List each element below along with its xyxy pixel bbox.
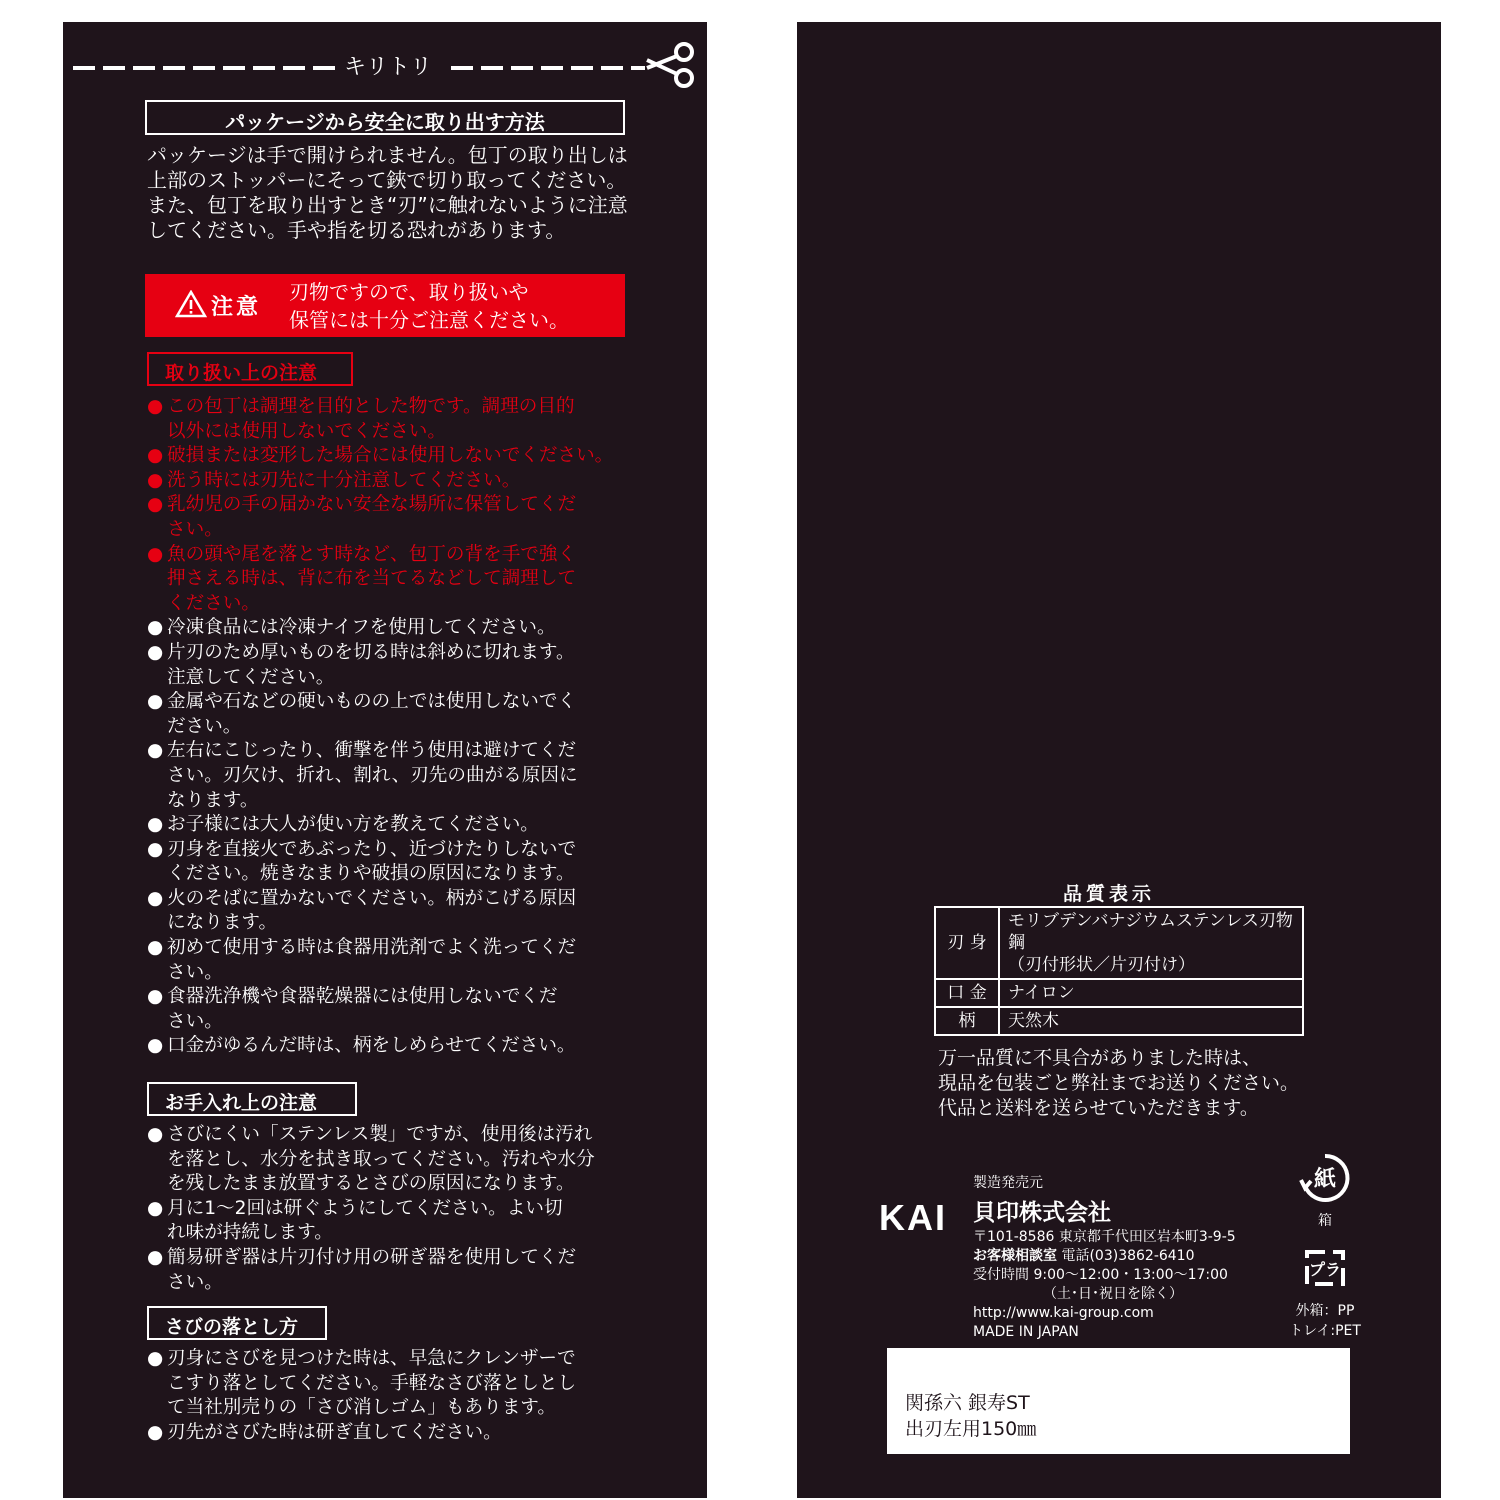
list-item: ● 刃身にさびを見つけた時は、早急にクレンザーで こすり落としてください。手軽なさび落としとし て当社別売りの「さび消しゴム」もあります。 [147, 1347, 576, 1421]
holidays: （土･日･祝日を除く） [1043, 1286, 1183, 1302]
list-item: ● 初めて使用する時は食器用洗剤でよく洗ってくだ さい。 [147, 936, 613, 985]
text-line: パッケージは手で開けられません。包丁の取り出しは [147, 143, 628, 167]
quality-key: 刃 身 [935, 907, 999, 979]
scissors-icon [643, 40, 697, 90]
list-item: ● 金属や石などの硬いものの上では使用しないでく ださい。 [147, 690, 613, 739]
quality-value: ナイロン [999, 979, 1303, 1007]
product-info-panel [797, 22, 1441, 1498]
quality-key: 口 金 [935, 979, 999, 1007]
open-section-heading: パッケージから安全に取り出す方法 [145, 100, 625, 135]
rust-list [147, 1347, 576, 1445]
product-model: 出刃左用150㎜ [905, 1418, 1037, 1440]
list-item: ● 食器洗浄機や食器乾燥器には使用しないでくだ さい。 [147, 985, 613, 1034]
list-item: ● 洗う時には刃先に十分注意してください。 [147, 469, 613, 494]
paper-recycle-icon [1297, 1150, 1353, 1206]
care-heading: お手入れ上の注意 [147, 1082, 357, 1116]
address: 〒101-8586 東京都千代田区岩本町3-9-5 [973, 1229, 1236, 1245]
warning-icon [175, 290, 207, 318]
list-item: ● 魚の頭や尾を落とす時など、包丁の背を手で強く 押さえる時は、背に布を当てるなどして調理して ください。 [147, 543, 613, 617]
list-item: ● 火のそばに置かないでください。柄がこげる原因 になります。 [147, 887, 613, 936]
caution-text: 刃物ですので、取り扱いや 保管には十分ご注意ください。 [289, 280, 569, 332]
list-item: ● お子様には大人が使い方を教えてください。 [147, 813, 613, 838]
table-row [935, 979, 1303, 1007]
svg-text:紙: 紙 [1313, 1167, 1337, 1192]
list-item: ● 破損または変形した場合には使用しないでください。 [147, 444, 613, 469]
table-row [935, 1007, 1303, 1035]
list-item: ● 口金がゆるんだ時は、柄をしめらせてください。 [147, 1034, 613, 1059]
quality-title: 品質表示 [1063, 883, 1156, 905]
list-item: ● 左右にこじったり、衝撃を伴う使用は避けてくだ さい。刃欠け、折れ、割れ、刃先の曲がる原因に なります。 [147, 739, 613, 813]
text-line: また、包丁を取り出すとき“刃”に触れないように注意 [147, 193, 628, 217]
svg-text:KAI: KAI [879, 1200, 947, 1234]
product-series: 関孫六 銀寿ST [905, 1392, 1030, 1414]
quality-notice: 万一品質に不具合がありました時は、 現品を包装ごと弊社までお送りください。 代品と送料を送らせていただきます。 [938, 1047, 1300, 1119]
list-item: ● さびにくい「ステンレス製」ですが、使用後は汚れ を落とし、水分を拭き取ってください。汚れや水分 を残したまま放置するとさびの原因になります。 [147, 1123, 595, 1197]
care-list [147, 1123, 595, 1295]
made-in: MADE IN JAPAN [973, 1324, 1079, 1340]
company-name: 貝印株式会社 [973, 1200, 1111, 1226]
cut-line [73, 48, 703, 88]
maker-label: 製造発売元 [973, 1175, 1043, 1191]
hours: 受付時間 9:00〜12:00・13:00〜17:00 [973, 1267, 1228, 1283]
phone: 電話(03)3862-6410 [1061, 1248, 1195, 1264]
text-line: してください。手や指を切る恐れがあります。 [147, 218, 566, 242]
quality-value: 天然木 [999, 1007, 1303, 1035]
kai-logo [879, 1200, 961, 1234]
table-row [935, 907, 1303, 979]
rust-heading: さびの落とし方 [147, 1306, 327, 1340]
maker-info [973, 1228, 1236, 1342]
caution-label: 注意 [211, 295, 262, 320]
open-section-text [147, 143, 628, 243]
list-item: ● 刃身を直接火であぶったり、近づけたりしないで ください。焼きなまりや破損の原因になります。 [147, 838, 613, 887]
list-item: ● 月に1～2回は研ぐようにしてください。よい切 れ味が持続します。 [147, 1197, 595, 1246]
support-label: お客様相談室 [973, 1248, 1057, 1264]
svg-text:プラ: プラ [1308, 1260, 1342, 1279]
quality-value: モリブデンバナジウムステンレス刃物鋼 （刃付形状／片刃付け） [999, 907, 1303, 979]
instructions-panel [63, 22, 707, 1498]
product-name-box [887, 1348, 1350, 1454]
quality-table [934, 906, 1304, 1036]
list-item: ● 乳幼児の手の届かない安全な場所に保管してくだ さい。 [147, 493, 613, 542]
caution-banner [145, 274, 625, 337]
quality-key: 柄 [935, 1007, 999, 1035]
list-item: ● 簡易研ぎ器は片刃付け用の研ぎ器を使用してくだ さい。 [147, 1246, 595, 1295]
handling-list [147, 395, 613, 1059]
handling-heading: 取り扱い上の注意 [147, 352, 353, 386]
list-item: ● この包丁は調理を目的とした物です。調理の目的 以外には使用しないでください。 [147, 395, 613, 444]
cut-line-label: キリトリ [343, 55, 432, 80]
list-item: ● 冷凍食品には冷凍ナイフを使用してください。 [147, 616, 613, 641]
list-item: ● 片刃のため厚いものを切る時は斜めに切れます。 注意してください。 [147, 641, 613, 690]
paper-recycle-mark: 紙 箱 [1297, 1150, 1353, 1230]
plastic-recycle-icon [1297, 1240, 1353, 1296]
plastic-recycle-mark: プラ 外箱：PP トレイ:PET [1283, 1240, 1367, 1340]
list-item: ● 刃先がさびた時は研ぎ直してください。 [147, 1421, 576, 1446]
website-url: http://www.kai-group.com [973, 1305, 1154, 1321]
text-line: 上部のストッパーにそって鋏で切り取ってください。 [147, 168, 627, 192]
